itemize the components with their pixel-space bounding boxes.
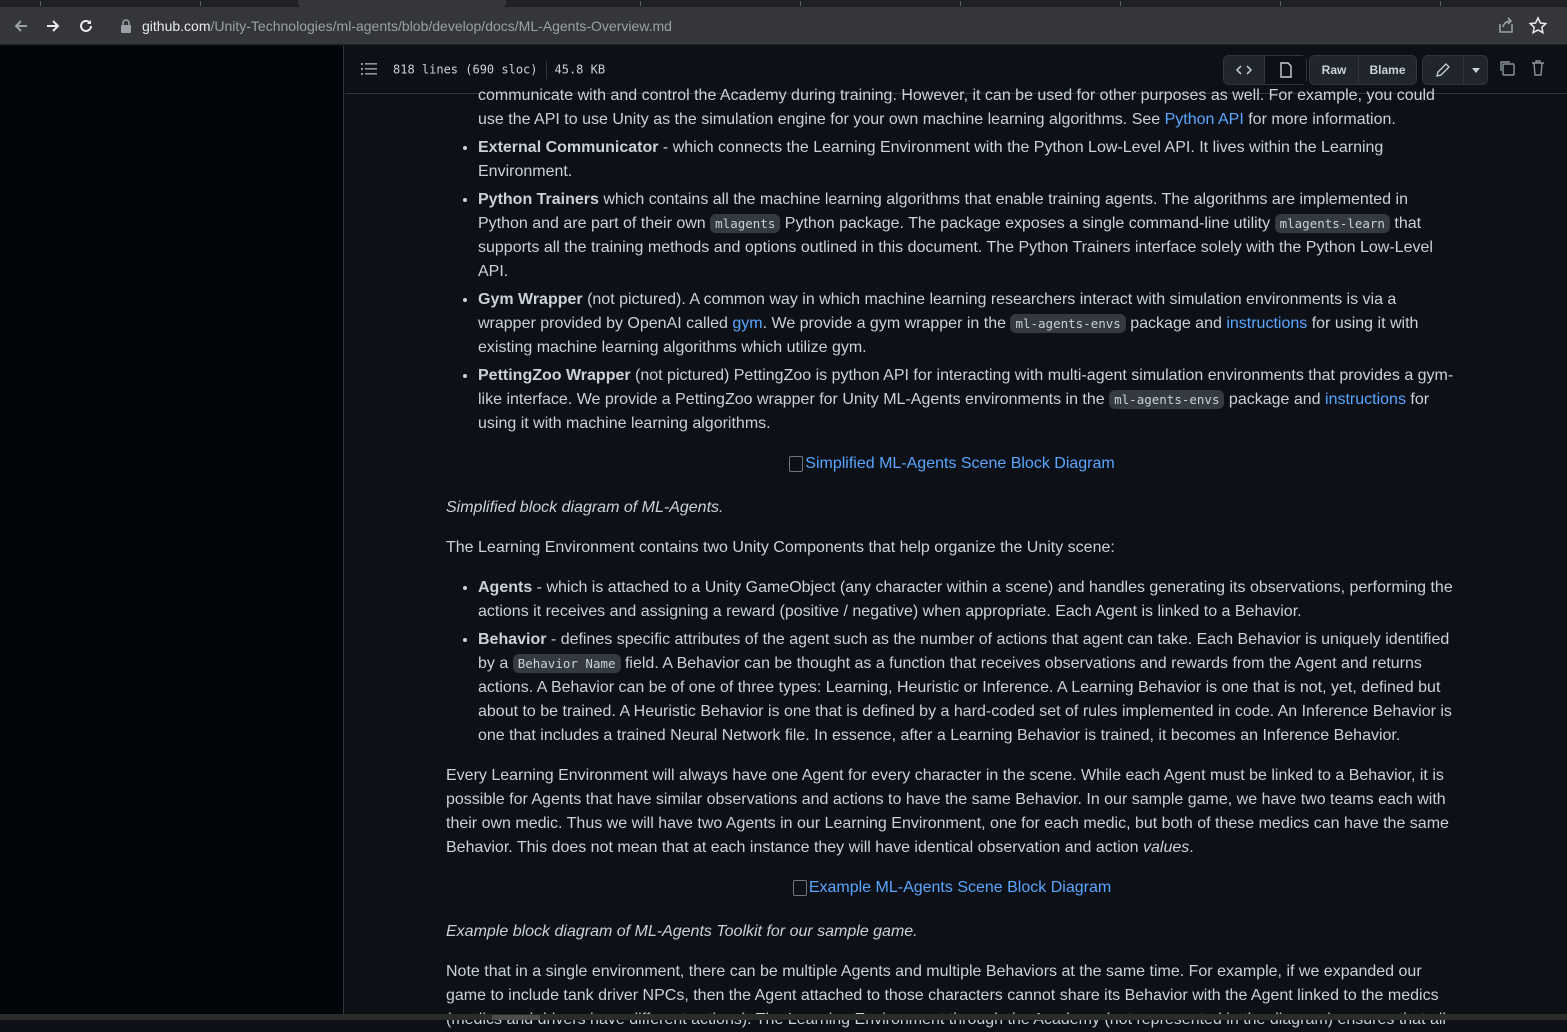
list-item <box>478 136 1458 184</box>
paragraph-text: Every Learning Environment will always have one Agent for every character in the scene. While each Agent must be linked to a Behavior, it is possible for Agents that have similar observations and actions to have the same Behavior. In our sample game, we have two teams each with their own medic. Thus we will have two Agents in our Learning Environment, one for each medic, but both of these medics can have the same Behavior. This does not mean that at each instance they will have identical observation and action <box>446 767 1449 856</box>
list-item-title: External Communicator <box>478 139 659 156</box>
code-view-button[interactable] <box>1224 56 1264 84</box>
image-alt-text: Example ML-Agents Scene Block Diagram <box>808 879 1112 896</box>
list-item-text: which contains all the machine learning algorithms that enable training agents. The algorithms are implemented in Python and are part of their own <box>478 191 1408 232</box>
gym-link[interactable]: gym <box>732 315 763 332</box>
active-browser-tab[interactable] <box>298 0 506 7</box>
example-diagram-image-link[interactable] <box>793 876 1111 900</box>
bookmark-star-icon[interactable] <box>1528 16 1548 36</box>
list-item-text: - which is attached to a Unity GameObject (any character within a scene) and handles generating its observations, performing the actions it receives and assigning a reward (positive / negative) when appropriate. Each Agent is linked to a Behavior. <box>478 579 1453 620</box>
tab-separator <box>1120 1 1121 6</box>
python-api-link[interactable]: Python API <box>1164 111 1244 128</box>
outline-list-icon[interactable] <box>360 60 378 78</box>
url-text[interactable] <box>142 18 672 34</box>
unity-components-list <box>446 576 1458 748</box>
list-item <box>478 576 1458 624</box>
file-info <box>393 61 605 79</box>
browser-tab-strip <box>0 0 1567 7</box>
broken-image-icon <box>793 880 807 896</box>
tab-separator <box>40 1 41 6</box>
tab-separator <box>960 1 961 6</box>
url-path: /Unity-Technologies/ml-agents/blob/develop/docs/ML-Agents-Overview.md <box>210 18 672 34</box>
list-item <box>478 188 1458 284</box>
raw-button[interactable]: Raw <box>1321 63 1347 77</box>
copy-icon[interactable] <box>1498 59 1516 77</box>
edit-button[interactable] <box>1423 56 1463 84</box>
list-item-title: PettingZoo Wrapper <box>478 367 631 384</box>
file-size: 45.8 KB <box>554 62 606 77</box>
back-icon <box>12 17 30 35</box>
preview-file-icon <box>1278 62 1294 78</box>
inline-code: ml-agents-envs <box>1109 390 1224 409</box>
blame-button[interactable]: Blame <box>1358 56 1416 84</box>
list-item-title: Gym Wrapper <box>478 291 583 308</box>
list-item <box>478 364 1458 436</box>
tab-separator <box>200 1 201 6</box>
list-item-text: communicate with and control the Academy during training. However, it can be used for other purposes as well. For example, you could use the API to use Unity as the simulation engine for your own machine learning algorithms. See <box>478 87 1435 128</box>
list-item-text: (not pictured). A common way in which machine learning researchers interact with simulation environments is via a wrapper provided by OpenAI called <box>478 291 1397 332</box>
simplified-diagram-image-link[interactable] <box>789 452 1114 476</box>
list-item-text: for using it with existing machine learning algorithms which utilize gym. <box>478 315 1419 356</box>
list-item-title: Agents <box>478 579 533 596</box>
info-divider <box>546 61 547 79</box>
inline-code: ml-agents-envs <box>1010 314 1125 333</box>
address-bar[interactable] <box>106 11 1558 41</box>
emphasis-text: values <box>1143 839 1190 856</box>
forward-icon <box>44 17 62 35</box>
scrollbar-thumb[interactable] <box>492 1015 540 1020</box>
back-button[interactable] <box>8 13 34 39</box>
share-icon[interactable] <box>1496 16 1516 36</box>
line-count: 818 lines (690 sloc) <box>393 62 538 77</box>
horizontal-scrollbar[interactable] <box>0 1014 1567 1020</box>
gym-instructions-link[interactable]: instructions <box>1226 315 1308 332</box>
image-container <box>446 452 1458 480</box>
tab-separator <box>1280 1 1281 6</box>
edit-group <box>1422 55 1488 85</box>
list-item <box>478 84 1458 132</box>
chevron-down-icon <box>1471 65 1481 75</box>
inline-code: mlagents <box>710 214 780 233</box>
broken-image-icon <box>789 456 803 472</box>
pencil-icon <box>1435 62 1451 78</box>
tab-separator <box>1440 1 1441 6</box>
list-item-text: that supports all the training methods and options outlined in this document. The Python Trainers interface solely with the Python Low-Level API. <box>478 215 1433 280</box>
list-item-text: field. A Behavior can be thought as a function that receives observations and rewards from the Agent and returns actions. A Behavior can be of one of three types: Learning, Heuristic or Inference. A Learning Behavior is one that is not, yet, defined but about to be trained. A Heuristic Behavior is one that is defined by a hard-coded set of rules implemented in code. An Inference Behavior is one that includes a trained Neural Network file. In essence, after a Learning Behavior is trained, it becomes an Inference Behavior. <box>478 655 1452 744</box>
raw-blame-group <box>1309 55 1417 85</box>
list-item <box>478 288 1458 360</box>
paragraph-text: . <box>1189 839 1194 856</box>
preview-button[interactable] <box>1264 56 1306 84</box>
components-list <box>446 84 1458 436</box>
list-item-text: - defines specific attributes of the agent such as the number of actions that agent can take. Each Behavior is uniquely identified by a <box>478 631 1450 672</box>
list-item-text: package and <box>1125 315 1227 332</box>
forward-button[interactable] <box>40 13 66 39</box>
list-item-title: Python Trainers <box>478 191 599 208</box>
trash-icon[interactable] <box>1529 59 1547 77</box>
list-item-text: . We provide a gym wrapper in the <box>762 315 1011 332</box>
list-item-text: (not pictured) PettingZoo is python API for interacting with multi-agent simulation environments that provides a gym-like interface. We provide a PettingZoo wrapper for Unity ML-Agents environments in the <box>478 367 1454 408</box>
tab-separator <box>640 1 641 6</box>
edit-dropdown-button[interactable] <box>1463 56 1487 84</box>
list-item-title: Behavior <box>478 631 547 648</box>
paragraph: The Learning Environment contains two Unity Components that help organize the Unity scene: <box>446 539 1115 556</box>
inline-code: mlagents-learn <box>1275 214 1390 233</box>
browser-toolbar <box>0 7 1567 45</box>
list-item <box>478 628 1458 748</box>
url-host: github.com <box>142 18 211 34</box>
code-view-icon <box>1236 62 1252 78</box>
markdown-body <box>446 87 1458 1014</box>
paragraph: Note that in a single environment, there can be multiple Agents and multiple Behaviors at the same time. For example, if we expanded our game to include tank driver NPCs, then the Agent attached to those characters cannot share its Behavior with the Agent linked to the medics <box>446 963 1439 1004</box>
lock-icon[interactable] <box>120 19 132 33</box>
paragraph <box>446 764 1458 860</box>
image-alt-text: Simplified ML-Agents Scene Block Diagram <box>805 455 1115 472</box>
image-container <box>446 876 1458 904</box>
image-caption: Simplified block diagram of ML-Agents. <box>446 499 724 516</box>
tab-separator <box>800 1 801 6</box>
reload-icon <box>77 17 95 35</box>
list-item-text: package and <box>1224 391 1326 408</box>
inline-code: Behavior Name <box>513 654 621 673</box>
list-item-text: - which connects the Learning Environment with the Python Low-Level API. It lives within the Learning Environment. <box>478 139 1384 180</box>
file-tree-pane <box>0 46 344 1014</box>
list-item-text: Python package. The package exposes a single command-line utility <box>780 215 1275 232</box>
view-mode-toggle <box>1223 55 1307 85</box>
list-item-text: for more information. <box>1243 111 1396 128</box>
reload-button[interactable] <box>73 13 99 39</box>
pettingzoo-instructions-link[interactable]: instructions <box>1325 391 1406 408</box>
image-caption: Example block diagram of ML-Agents Toolkit for our sample game. <box>446 923 918 940</box>
list-item-text: for using it with machine learning algorithms. <box>478 391 1430 432</box>
